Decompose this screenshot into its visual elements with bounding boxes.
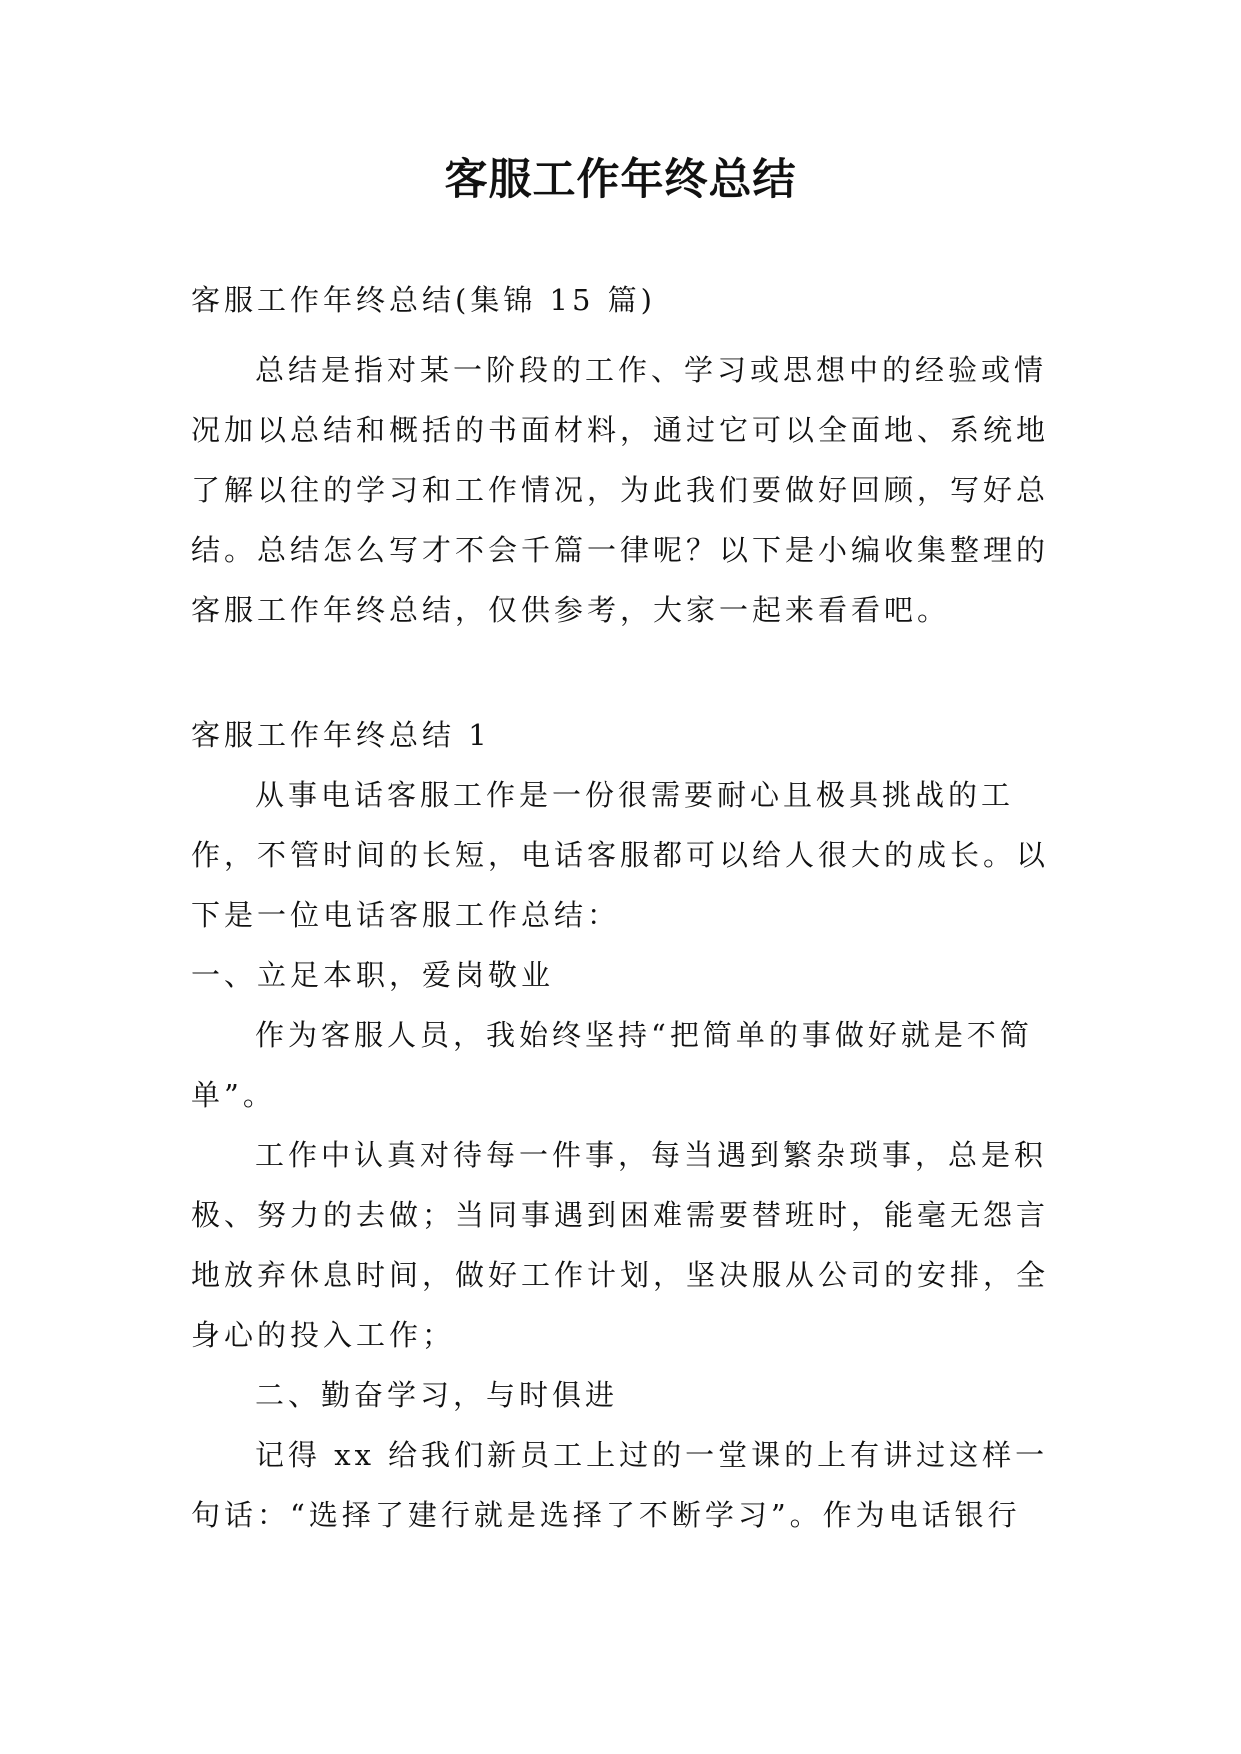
section-line: 作为客服人员，我始终坚持“把简单的事做好就是不简 — [255, 1018, 1033, 1052]
document-subtitle-block — [191, 270, 1056, 330]
section-line: 身心的投入工作； — [191, 1318, 456, 1352]
section-line: 单”。 — [191, 1078, 276, 1112]
section-subheading: 二、勤奋学习，与时俱进 — [255, 1378, 619, 1412]
section-line: 下是一位电话客服工作总结： — [191, 898, 621, 932]
section-line: 记得 xx 给我们新员工上过的一堂课的上有讲过这样一 — [255, 1438, 1049, 1472]
document-title: 客服工作年终总结 — [444, 155, 797, 205]
section-heading: 客服工作年终总结 1 — [191, 718, 491, 752]
intro-line: 总结是指对某一阶段的工作、学习或思想中的经验或情 — [255, 353, 1048, 387]
section-line: 地放弃休息时间，做好工作计划，坚决服从公司的安排，全 — [191, 1258, 1050, 1292]
section-subheading: 一、立足本职，爱岗敬业 — [191, 958, 555, 992]
section-1 — [191, 705, 1056, 1545]
section-line: 极、努力的去做；当同事遇到困难需要替班时，能毫无怨言 — [191, 1198, 1050, 1232]
section-line: 从事电话客服工作是一份很需要耐心且极具挑战的工 — [255, 778, 1015, 812]
intro-paragraph — [191, 340, 1056, 640]
intro-line: 结。总结怎么写才不会千篇一律呢？以下是小编收集整理的 — [191, 533, 1050, 567]
document-subtitle: 客服工作年终总结(集锦 15 篇) — [191, 283, 656, 317]
section-line: 作，不管时间的长短，电话客服都可以给人很大的成长。以 — [191, 838, 1050, 872]
intro-line: 客服工作年终总结，仅供参考，大家一起来看看吧。 — [191, 593, 951, 627]
intro-line: 了解以往的学习和工作情况，为此我们要做好回顾，写好总 — [191, 473, 1050, 507]
intro-line: 况加以总结和概括的书面材料，通过它可以全面地、系统地 — [191, 413, 1050, 447]
section-line: 句话：“选择了建行就是选择了不断学习”。作为电话银行 — [191, 1498, 1021, 1532]
section-line: 工作中认真对待每一件事，每当遇到繁杂琐事，总是积 — [255, 1138, 1048, 1172]
